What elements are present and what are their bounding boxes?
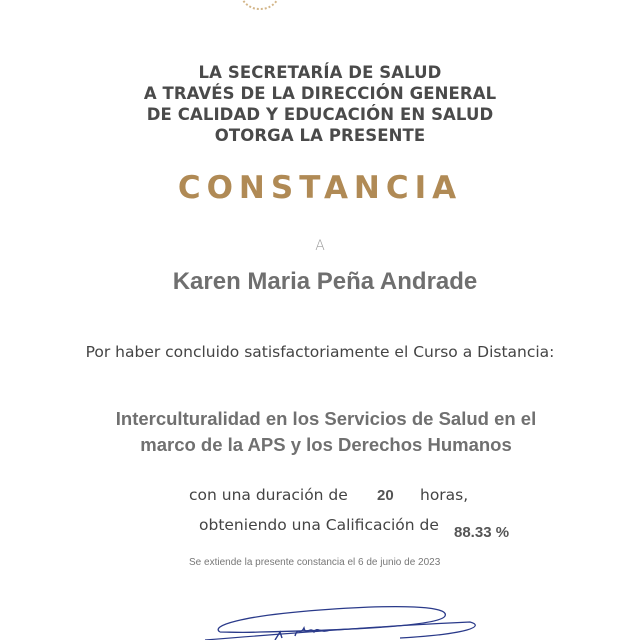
government-seal-icon [239, 0, 281, 10]
duration-label: con una duración de [189, 486, 348, 504]
heading-line: DE CALIDAD Y EDUCACIÓN EN SALUD [146, 105, 494, 124]
heading-line: A TRAVÉS DE LA DIRECCIÓN GENERAL [143, 84, 497, 103]
grade-row [199, 516, 510, 541]
heading-line: LA SECRETARÍA DE SALUD [198, 63, 442, 82]
grade-value: 88.33 % [454, 524, 510, 541]
intro-text: Por haber concluido satisfactoriamente el Curso a Distancia: [85, 343, 555, 361]
heading-line: OTORGA LA PRESENTE [214, 126, 426, 145]
duration-value: 20 [377, 487, 394, 504]
issue-date-text: Se extiende la presente constancia el 6 de junio de 2023 [189, 557, 441, 568]
grade-label: obteniendo una Calificación de [199, 516, 439, 534]
to-label: A [315, 238, 325, 254]
course-name [0, 406, 640, 458]
course-line: marco de la APS y los Derechos Humanos [140, 434, 512, 455]
course-line: Interculturalidad en los Servicios de Salud en el [115, 408, 537, 429]
duration-row [189, 486, 469, 504]
duration-unit: horas, [420, 486, 469, 504]
signature-icon [200, 596, 490, 640]
issuer-heading [0, 62, 640, 146]
certificate-title: CONSTANCIA [177, 170, 463, 206]
recipient-name: Karen Maria Peña Andrade [172, 268, 478, 295]
